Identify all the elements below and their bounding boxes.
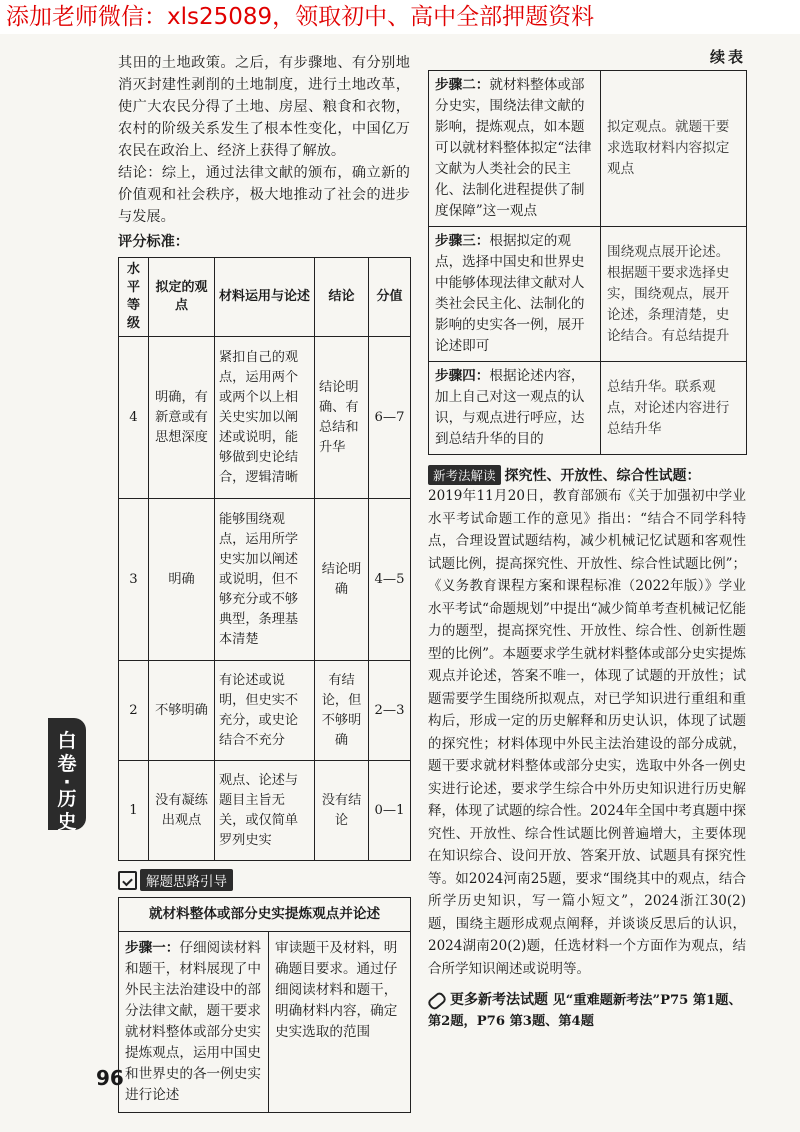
edit-icon: [118, 871, 137, 890]
level-cell: 2: [119, 661, 149, 761]
score-cell: 4—5: [369, 499, 411, 661]
step4-text: 根据论述内容，加上自己对这一观点的认识，与观点进行呼应，达到总结升华的目的: [435, 368, 585, 447]
material-cell: 能够围绕观点，运用所学史实加以阐述或说明，但不够充分或不够典型，条理基本清楚: [215, 499, 315, 661]
new-method-body: 2019年11月20日，教育部颁布《关于加强初中学业水平考试命题工作的意见》指出：“结合不同学科特点，合理设置试题结构，减少机械记忆试题和客观性试题比例，提高探究性、开放性、综合性试题比例”；《义务教育课程方案和课程标准（2022年版）》学业水平考试“命题规划”中提出“减少简单考查机械记忆能力的题型，提高探究性、开放性、综合性、创新性题型的比例”。本题要求学生就材料整体或部分史实提炼观点并论述，答案不唯一，体现了试题的开放性；试题需要学生围绕所拟观点，对已学知识进行重组和重构后，形成一定的历史解释和历史认识，体现了试题的探究性；材料体现中外民主法治建设的部分成就，题干要求就材料整体或部分史实，选取中外各一例史实进行论述，要求学生综合中外历史知识进行历史解释，体现了试题的综合性。2024年全国中考真题中探究性、开放性、综合性试题比例普遍增大，主要体现在知识综合、设问开放、答案开放、试题具有探究性等。如2024河南25题，要求“围绕其中的观点，结合所学历史知识，写一篇小短文”，2024浙江30(2)题，围绕主题形成观点阐释，并谈谈反思后的认识，2024湖南20(2)题，任选材料一个方面作为观点，结合所学知识阐述或说明等。: [428, 488, 746, 977]
conclusion-cell: 没有结论: [315, 761, 369, 861]
subject-side-tab: [48, 718, 86, 833]
guide-section-header: [118, 869, 410, 891]
view-cell: 明确: [149, 499, 215, 661]
conclusion-cell: 结论明确、有总结和升华: [315, 337, 369, 499]
side-tab-char: 卷: [57, 753, 77, 775]
view-cell: 不够明确: [149, 661, 215, 761]
score-cell: 0—1: [369, 761, 411, 861]
intro-paragraph: 其田的土地政策。之后，有步骤地、有分别地消灭封建性剥削的土地制度，进行土地改革，使广大农民分得了土地、房屋、粮食和衣物，农村的阶级关系发生了根本性变化，中国亿万农民在政治上、经济上获得了解放。: [118, 55, 410, 159]
step4-cell: [429, 362, 601, 455]
step2-text: 就材料整体或部分史实，围绕法律文献的影响，提炼观点，如本题可以就材料整体拟定“法律文献为人类社会的民主化、法制化进程提供了制度保障”这一观点: [435, 77, 592, 219]
page-number: 96: [96, 1066, 124, 1090]
header-material: 材料运用与论述: [215, 258, 315, 337]
promo-banner: 添加老师微信：xls25089，领取初中、高中全部押题资料: [0, 0, 800, 34]
side-tab-char: 历: [57, 788, 77, 810]
more-text: 见“重难题新考法”P75 第1题、第2题，P76 第3题、第4题: [428, 993, 742, 1029]
table-row: [429, 71, 747, 227]
header-conclusion: 结论: [315, 258, 369, 337]
continued-label: 续表: [709, 48, 746, 66]
step3-cell: [429, 227, 601, 362]
step2-answer: 拟定观点。就题干要求选取材料内容拟定观点: [601, 71, 747, 227]
left-column: [118, 52, 410, 1113]
score-table: [118, 257, 411, 861]
step2-label: 步骤二：: [435, 77, 490, 93]
table-row: [119, 661, 411, 761]
steps-continued-table: [428, 70, 747, 455]
table-row: [119, 337, 411, 499]
step1-cell: [119, 932, 269, 1113]
new-method-header: [428, 465, 746, 485]
new-method-badge: 新考法解读: [428, 465, 501, 485]
material-cell: 观点、论述与题目主旨无关，或仅简单罗列史实: [215, 761, 315, 861]
table-row: [429, 362, 747, 455]
step3-text: 根据拟定的观点，选择中国史和世界史中能够体现法律文献对人类社会民主化、法制化的影响的史实各一例，展开论述即可: [435, 233, 585, 354]
conclusion-cell: 有结论，但不够明确: [315, 661, 369, 761]
header-score: 分值: [369, 258, 411, 337]
score-cell: 2—3: [369, 661, 411, 761]
right-column: [428, 48, 746, 1032]
conclusion-paragraph: 结论：综上，通过法律文献的颁布，确立新的价值观和社会秩序，极大地推动了社会的进步与发展。: [118, 165, 410, 225]
step1-label: 步骤一：: [125, 940, 180, 956]
score-title: 评分标准：: [118, 234, 189, 250]
step1-text: 仔细阅读材料和题干，材料展现了中外民主法治建设中的部分法律文献，题干要求就材料整体或部分史实提炼观点，运用中国史和世界史的各一例史实进行论述: [125, 940, 261, 1103]
step4-label: 步骤四：: [435, 368, 490, 384]
level-cell: 1: [119, 761, 149, 861]
header-view: 拟定的观点: [149, 258, 215, 337]
guide-label: 解题思路引导: [140, 869, 233, 891]
view-cell: 没有凝练出观点: [149, 761, 215, 861]
side-tab-char: 史: [57, 811, 77, 833]
steps-header-row: [119, 898, 411, 932]
side-tab-char: 白: [57, 730, 77, 752]
level-cell: 4: [119, 337, 149, 499]
step1-answer: 审读题干及材料，明确题目要求。通过仔细阅读材料和题干，明确材料内容，确定史实选取的范围: [269, 932, 411, 1113]
score-cell: 6—7: [369, 337, 411, 499]
table-row: [429, 227, 747, 362]
conclusion-cell: 结论明确: [315, 499, 369, 661]
table-row: [119, 932, 411, 1113]
level-cell: 3: [119, 499, 149, 661]
table-row: [119, 499, 411, 661]
table-row: [119, 761, 411, 861]
new-method-title: 探究性、开放性、综合性试题：: [504, 468, 701, 484]
header-level: 水平等级: [119, 258, 149, 337]
more-questions: [428, 990, 746, 1032]
step3-answer: 围绕观点展开论述。根据题干要求选择史实，围绕观点，展开论述，条理清楚，史论结合。有总结提升: [601, 227, 747, 362]
steps-header: 就材料整体或部分史实提炼观点并论述: [119, 898, 411, 932]
more-title: 更多新考法试题: [450, 992, 548, 1008]
material-cell: 紧扣自己的观点，运用两个或两个以上相关史实加以阐述或说明，能够做到史论结合，逻辑清晰: [215, 337, 315, 499]
view-cell: 明确，有新意或有思想深度: [149, 337, 215, 499]
side-tab-char: ·: [63, 771, 71, 793]
step3-label: 步骤三：: [435, 233, 490, 249]
material-cell: 有论述或说明，但史实不充分，或史论结合不充分: [215, 661, 315, 761]
link-icon: [426, 990, 448, 1011]
score-header-row: [119, 258, 411, 337]
steps-table: [118, 897, 411, 1113]
step4-answer: 总结升华。联系观点，对论述内容进行总结升华: [601, 362, 747, 455]
step2-cell: [429, 71, 601, 227]
